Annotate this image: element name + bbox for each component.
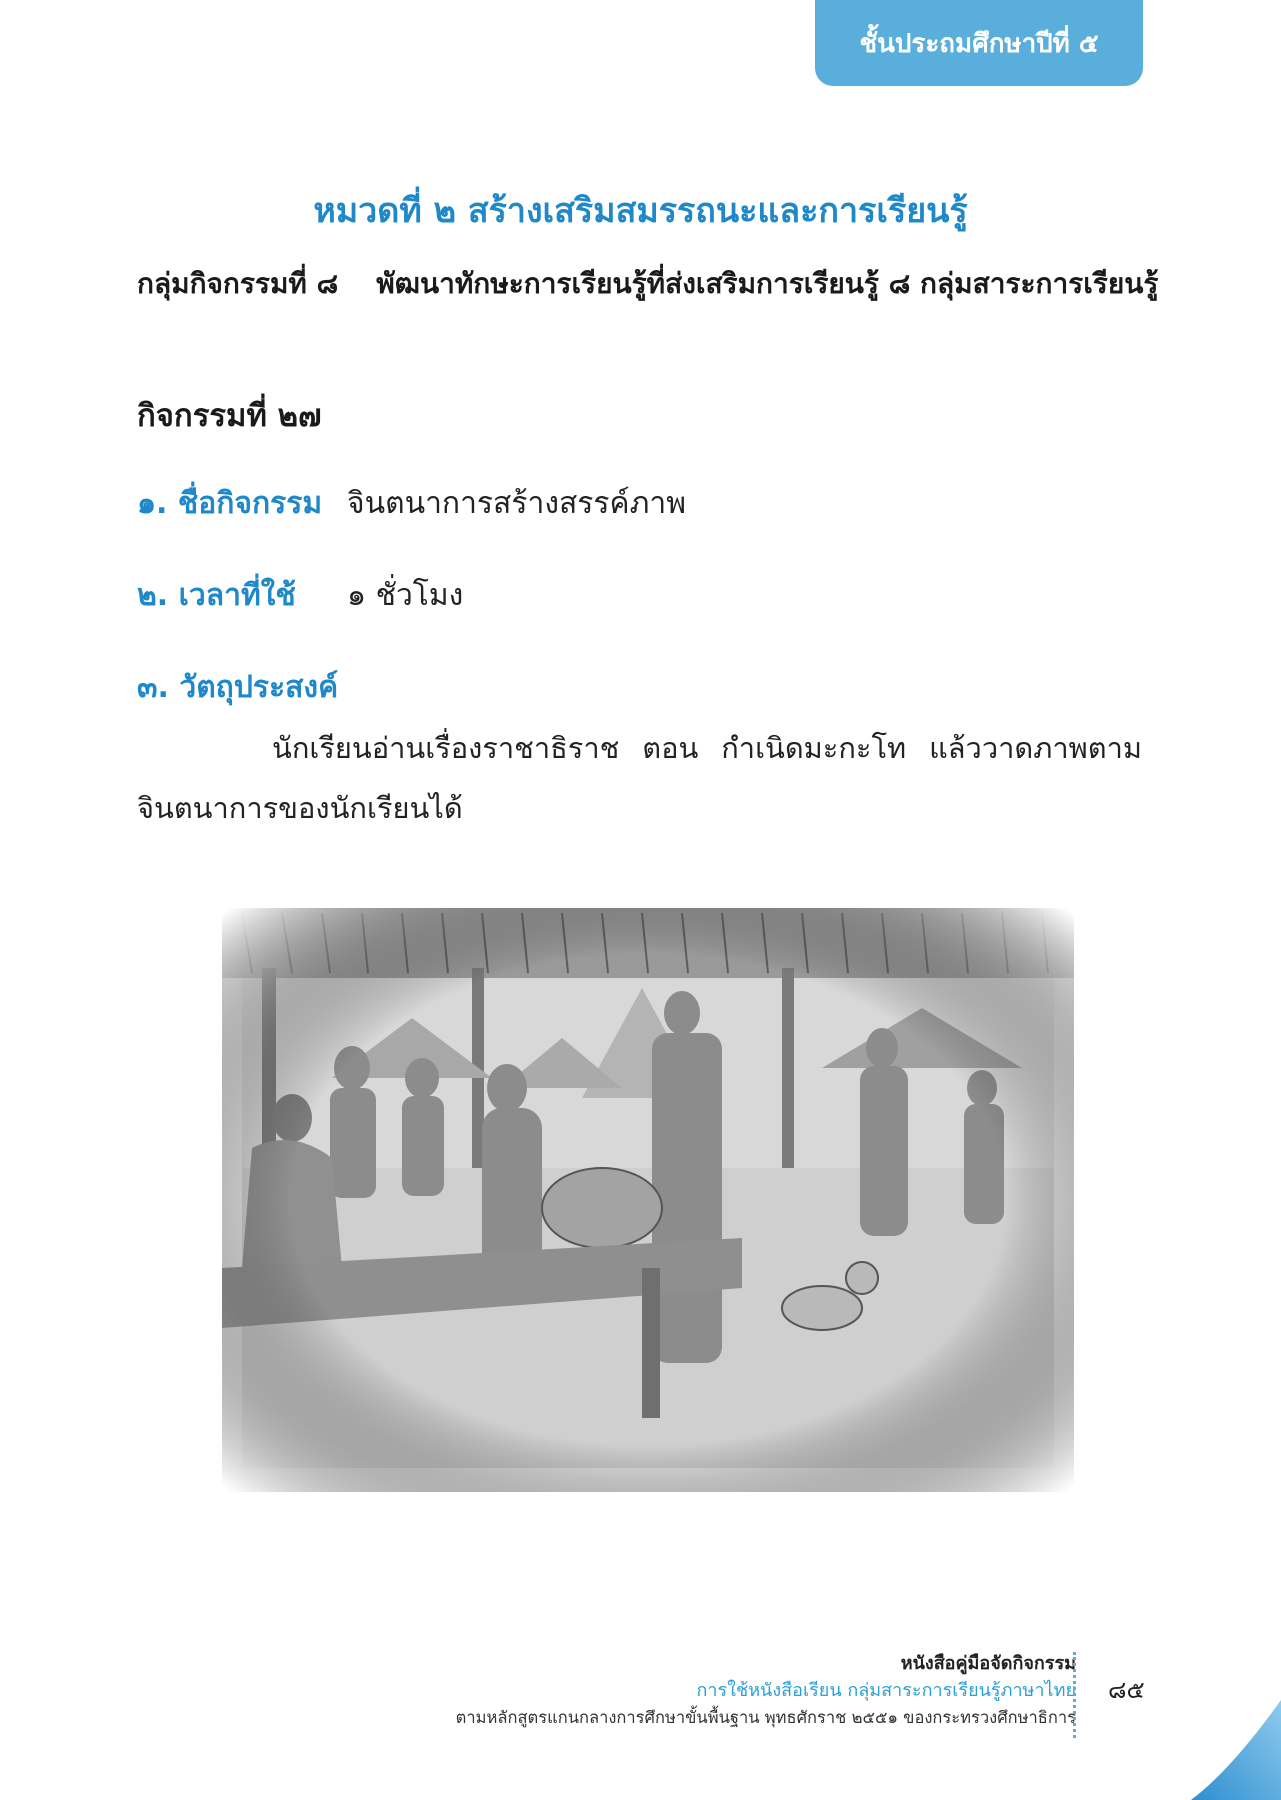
activity-name-value: จินตนาการสร้างสรรค์ภาพ [347,486,686,521]
time-value: ๑ ชั่วโมง [347,578,464,613]
footer-text [456,1650,1076,1731]
time-label: ๒. เวลาที่ใช้ [137,578,296,613]
activity-group-description: พัฒนาทักษะการเรียนรู้ที่ส่งเสริมการเรียนรู้ ๘ กลุ่มสาระการเรียนรู้ [376,267,1159,300]
item-activity-name [137,480,686,527]
activity-group-heading [137,262,1159,306]
footer-curriculum: ตามหลักสูตรแกนกลางการศึกษาขั้นพื้นฐาน พุทธศักราช ๒๕๕๑ ของกระทรวงศึกษาธิการ [455,1708,1076,1727]
illustration-drawing [222,908,1074,1492]
objective-label: ๓. วัตถุประสงค์ [137,670,339,705]
footer-book-title: หนังสือคู่มือจัดกิจกรรม [900,1653,1076,1674]
footer-subtitle: การใช้หนังสือเรียน กลุ่มสาระการเรียนรู้ภาษาไทย [696,1680,1076,1701]
market-scene-illustration [222,908,1074,1492]
activity-group-label: กลุ่มกิจกรรมที่ ๘ [137,267,339,300]
item-time [137,572,463,619]
activity-title: กิจกรรมที่ ๒๗ [137,398,322,434]
section-title: หมวดที่ ๒ สร้างเสริมสมรรถนะและการเรียนรู้ [313,191,968,231]
objective-text: นักเรียนอ่านเรื่องราชาธิราช ตอน กำเนิดมะกะโท แล้ววาดภาพตามจินตนาการของนักเรียนได้ [137,731,1142,825]
page-corner-curl [1191,1700,1281,1800]
footer-divider [1073,1652,1076,1738]
item-objective [137,664,338,711]
grade-tab: ชั้นประถมศึกษาปีที่ ๕ [815,0,1143,86]
page-number: ๘๕ [1108,1676,1145,1704]
activity-name-label: ๑. ชื่อกิจกรรม [137,486,323,521]
